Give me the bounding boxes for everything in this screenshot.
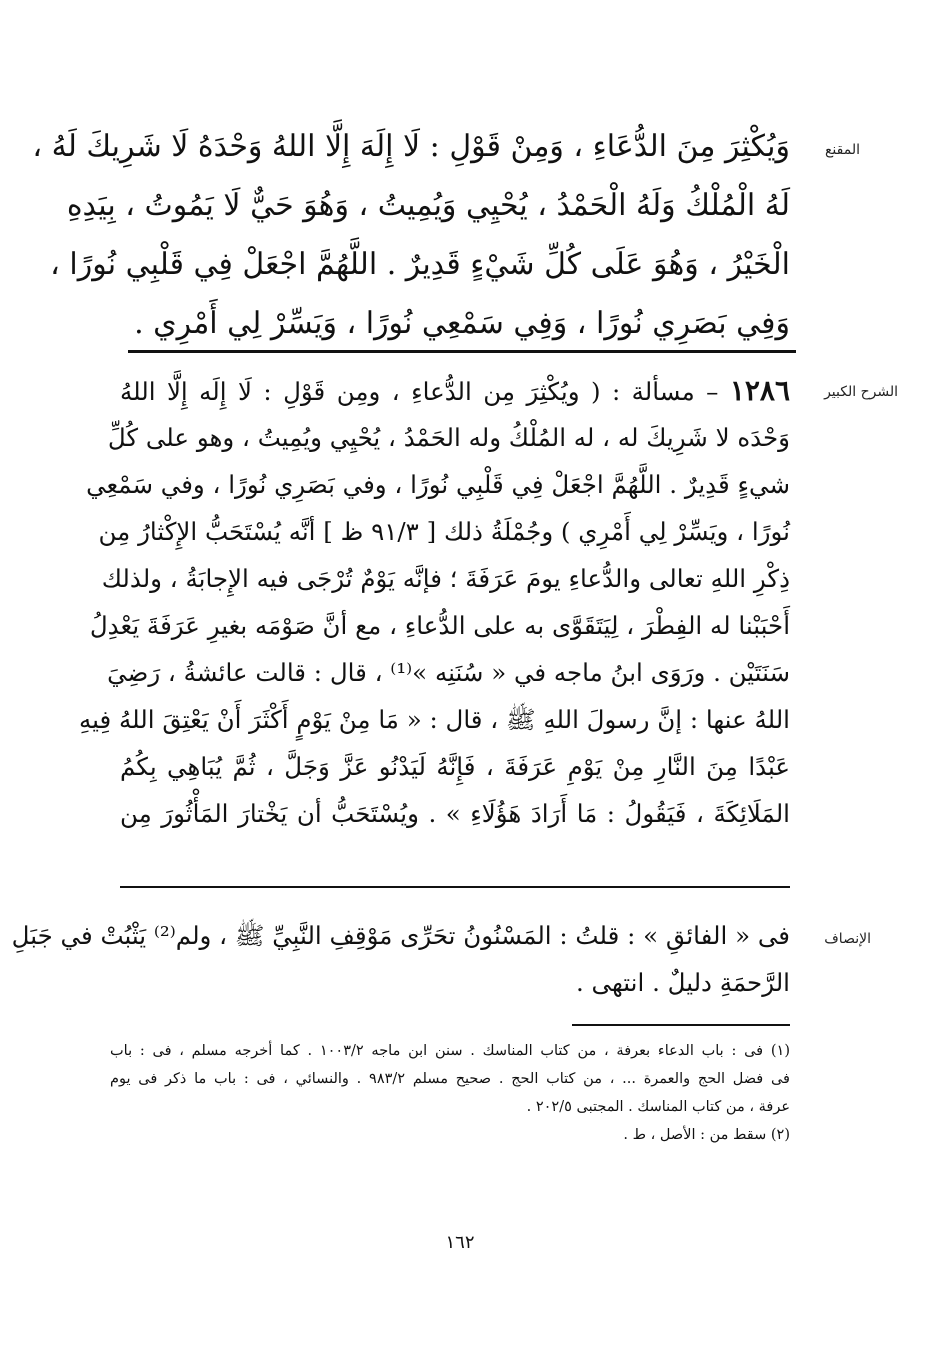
- footnotes: [110, 1037, 790, 1149]
- footnote-line: (١) فى : باب الدعاء بعرفة ، من كتاب المناسك . سنن ابن ماجه ١٠٠٣/٢ . كما أخرجه مسلم ، فى : باب: [110, 1043, 790, 1059]
- text-line: وَفِي بَصَرِي نُورًا ، وَفِي سَمْعِي نُورًا ، وَيَسِّرْ لِي أَمْرِي .: [134, 306, 790, 341]
- footnote-line: عرفة ، من كتاب المناسك . المجتبى ٢٠٢/٥ .: [526, 1099, 790, 1115]
- text-line: المَلَائِكَةَ ، فَيَقُولُ : مَا أَرَادَ هَؤُلَاءِ » . ويُسْتَحَبُّ أن يَخْتارَ المَأْثُورَ مِن: [120, 799, 790, 828]
- footnote-line: (٢) سقط من : الأصل ، ط .: [623, 1127, 790, 1143]
- insaf-text: [11, 912, 790, 1006]
- section-label-sharh: الشرح الكبير: [824, 384, 898, 400]
- text-line-rest: – مسألة : ( ويُكْثِرَ مِن الدُّعاءِ ، ومِن قَوْلِ : لَا إِلَه إِلَّا اللهُ: [120, 377, 730, 406]
- sharh-text: [79, 367, 790, 837]
- section-label-muqni: المقنع: [824, 142, 860, 158]
- text-line: الرَّحمَةِ دليلٌ . انتهى .: [575, 968, 790, 997]
- text-line: لَهُ الْمُلْكُ وَلَهُ الْحَمْدُ ، يُحْيِي وَيُمِيتُ ، وَهُوَ حَيٌّ لَا يَمُوتُ ، بِيَدِهِ: [66, 188, 790, 223]
- text-line: نُورًا ، ويَسِّرْ لِي أَمْرِي ) وجُمْلَةُ ذلك [ ٩١/٣ ظ ] أنَّه يُسْتَحَبُّ الإِكْثارُ مِن: [98, 517, 790, 546]
- text-line: الْخَيْرُ ، وَهُوَ عَلَى كُلِّ شَيْءٍ قَدِيرٌ . اللَّهُمَّ اجْعَلْ فِي قَلْبِي نُورًا ،: [50, 247, 790, 282]
- matn-text: [32, 117, 790, 353]
- text-line: أَحْبَبْنا له الفِطْرَ ، لِيَتَقَوَّى به على الدُّعاءِ ، مع أنَّ صَوْمَه بغيرِ عَرَفَةَ يَعْدِلُ: [89, 611, 790, 640]
- text-line: اللهُ عنها : إنَّ رسولَ اللهِ ﷺ ، قال : « مَا مِنْ يَوْمٍ أَكْثَرَ أَنْ يَعْتِقَ اللهُ فِيهِ: [79, 705, 790, 734]
- page-number: ١٦٢: [445, 1232, 475, 1253]
- text-line: [120, 367, 790, 414]
- text-line: سَنَتَيْن . ورَوَى ابنُ ماجه في « سُنَنِه »⁽¹⁾ ، قال : قالت عائشةُ ، رَضِيَ: [107, 658, 790, 687]
- text-line: ذِكْرِ اللهِ تعالى والدُّعاءِ يومَ عَرَفَةَ ؛ فإنَّه يَوْمٌ تُرْجَى فيه الإِجابَةُ ، ولذلك: [101, 564, 790, 593]
- text-line: فى « الفائقِ » : قلتُ : المَسْنُونُ تحَرِّى مَوْقِفِ النَّبِيِّ ﷺ ، ولم⁽²⁾ يَثْبُتْ في جَبَلِ: [11, 921, 790, 950]
- text-line: وَحْدَه لا شَرِيكَ له ، له المُلْكُ وله الحَمْدُ ، يُحْيِي ويُمِيتُ ، وهو على كُلِّ: [107, 423, 790, 452]
- section-label-insaf: الإنصاف: [824, 931, 871, 947]
- footnote-line: فى فضل الحج والعمرة ... ، من كتاب الحج . صحيح مسلم ٩٨٣/٢ . والنسائي ، فى : باب ما ذكر فى يوم: [110, 1071, 790, 1087]
- divider: [120, 886, 790, 888]
- text-line: عَبْدًا مِنَ النَّارِ مِنْ يَوْمِ عَرَفَةَ ، فَإِنَّهُ لَيَدْنُو عَزَّ وَجَلَّ ، ثُمَّ يُبَاهِي بِكُمُ: [120, 752, 790, 781]
- text-line: وَيُكْثِرَ مِنَ الدُّعَاءِ ، وَمِنْ قَوْلِ : لَا إِلَهَ إِلَّا اللهُ وَحْدَهُ لَا شَرِيكَ لَهُ ،: [32, 129, 790, 164]
- divider-thick: [128, 350, 796, 353]
- text-line: شيءٍ قَدِيرٌ . اللَّهُمَّ اجْعَلْ فِي قَلْبِي نُورًا ، وفي بَصَرِي نُورًا ، وفي سَمْعِي: [86, 470, 790, 499]
- footnote-divider: [572, 1024, 790, 1026]
- issue-number: ١٢٨٦: [729, 374, 790, 407]
